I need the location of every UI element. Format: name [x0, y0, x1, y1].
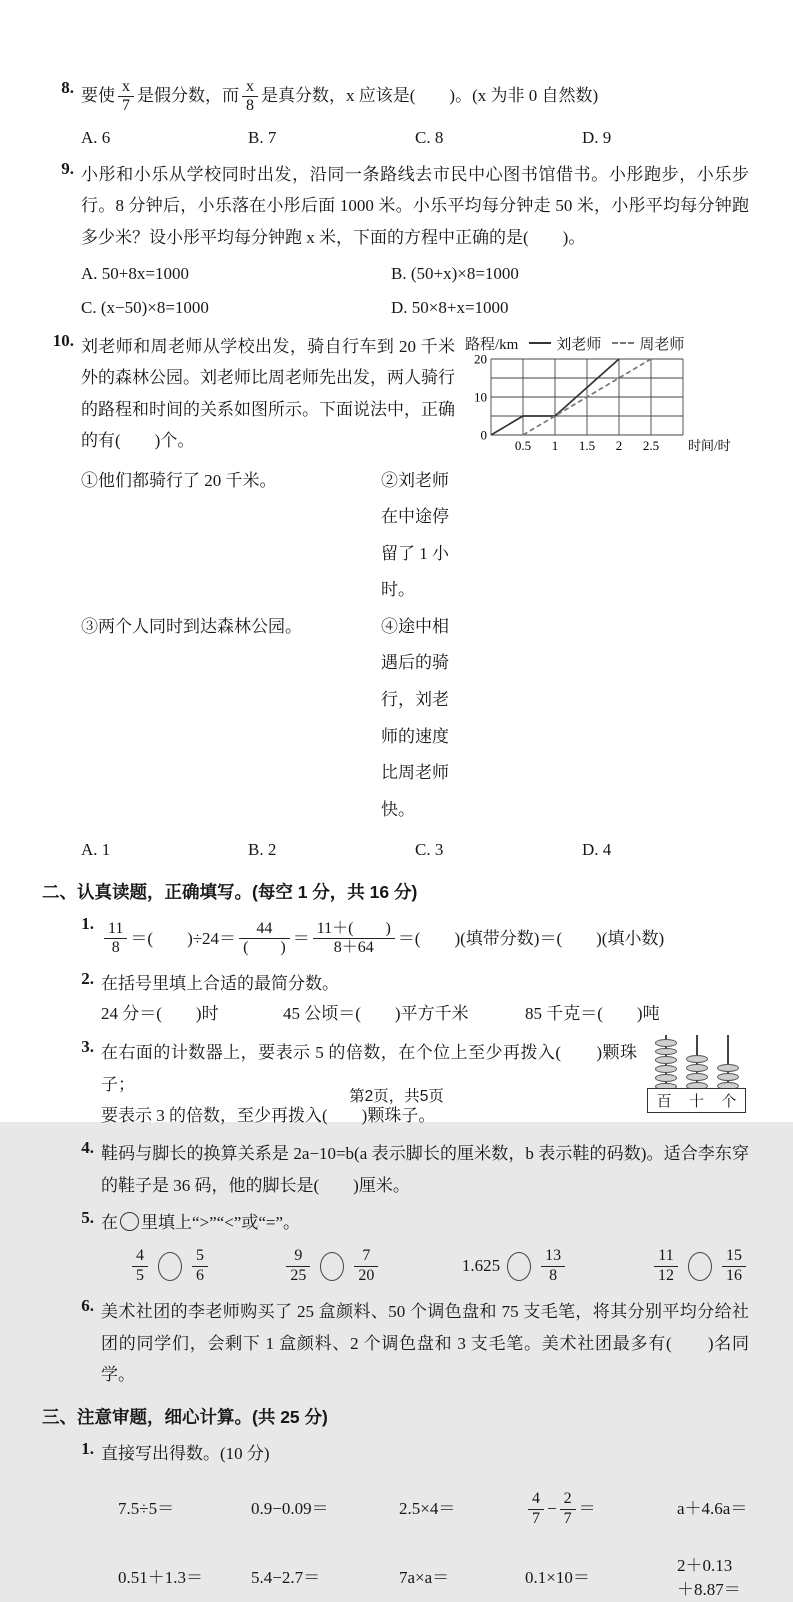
- section2-item-2: [72, 969, 749, 1030]
- abacus-bead: [717, 1073, 739, 1081]
- question-9-options: [81, 257, 749, 325]
- option-d: D. 9: [582, 127, 612, 147]
- item-5-prompt: [101, 1208, 749, 1233]
- item-3-number: 3.: [81, 1037, 94, 1057]
- section-3-title: 三、注意审题，细心计算。(共 25 分): [42, 1407, 328, 1428]
- equation-segment-2: ＝: [292, 928, 310, 948]
- calc-expression: 7a×a＝: [399, 1568, 450, 1588]
- section2-item-6: [72, 1296, 749, 1390]
- question-10-statements: [81, 463, 455, 828]
- equation-segment-3: ＝( )(填带分数)＝( )(填小数): [397, 928, 665, 948]
- option-d: D. 4: [582, 840, 612, 860]
- fraction-x-7: $\frac{x}{7}$: [118, 78, 134, 116]
- option-a: A. 1: [81, 840, 111, 860]
- question-8-number: 8.: [61, 78, 74, 97]
- item-3-line-1: 在右面的计数器上，要表示 5 的倍数，在个位上至少再拨入( )颗珠子；: [101, 1043, 637, 1094]
- option-c: C. 3: [415, 840, 444, 860]
- question-10-stem: 刘老师和周老师从学校出发，骑自行车到 20 千米外的森林公园。刘老师比周老师先出发，两人骑行的路程和时间的关系如图所示。下面说法中，正确的有( )个。: [81, 336, 455, 451]
- question-8: [42, 78, 749, 153]
- question-9-number: 9.: [61, 158, 74, 178]
- y-tick-label: 10: [474, 389, 487, 405]
- question-9-stem: 小彤和小乐从学校同时出发，沿同一条路线去市民中心图书馆借书。小彤跑步，小乐步行。8 分钟后，小乐落在小彤后面 1000 米。小乐平均每分钟走 50 米，小彤平均每分钟跑多少米？设小彤平均每分钟跑 x 米，下面的方程中正确的是( )。: [81, 164, 749, 247]
- item-3-line-2: 要表示 3 的倍数，至少再拨入( )颗珠子。: [101, 1106, 436, 1126]
- x-axis-label: 时间/时: [688, 437, 731, 453]
- item-5-prompt-pre: 在: [101, 1213, 118, 1233]
- option-b: B. 7: [248, 127, 277, 147]
- item-4-number: 4.: [81, 1138, 94, 1158]
- question-10-number: 10.: [52, 330, 74, 350]
- x-tick-label: 2: [615, 437, 623, 453]
- question-10-body: [81, 331, 749, 865]
- calc-expression: 2＋0.13＋8.87＝: [677, 1556, 741, 1600]
- item-4-text: 鞋码与脚长的换算关系是 2a−10=b(a 表示脚长的厘米数，b 表示鞋的码数)。适合李东穿的鞋子是 36 码，他的脚长是( )厘米。: [101, 1144, 749, 1195]
- chart-legend: [465, 333, 749, 354]
- item-5-prompt-post: 里填上“>”“<”或“=”。: [141, 1213, 301, 1233]
- abacus-bead: [686, 1064, 708, 1072]
- abacus-label-tens: 十: [688, 1094, 704, 1111]
- abacus-bead: [686, 1055, 708, 1063]
- legend-zhou-laoshi: 周老师: [639, 336, 685, 353]
- x-tick-label: 2.5: [642, 437, 660, 453]
- option-c: C. 8: [415, 127, 444, 147]
- y-tick-label: 0: [480, 427, 487, 443]
- calc-expression: 0.1×10＝: [525, 1568, 590, 1588]
- conversion-kilograms: 85 千克＝( )吨: [525, 1003, 660, 1023]
- item-5-number: 5.: [81, 1208, 94, 1228]
- fraction-2-7: $\frac{2}{7}$: [560, 1490, 576, 1528]
- question-8-body: [81, 78, 749, 153]
- conversion-hectares: 45 公顷＝( )平方千米: [283, 1003, 469, 1023]
- fraction-x-8: $\frac{x}{8}$: [242, 78, 258, 116]
- fraction-equation: [101, 914, 749, 962]
- q8-text-post: 是真分数，x 应该是( )。(x 为非 0 自然数): [261, 85, 599, 105]
- unit-conversions: [101, 998, 749, 1030]
- equation-segment-1: ＝( )÷24＝: [130, 928, 237, 948]
- statement-2: ②刘老师在中途停留了 1 小时。: [381, 470, 449, 600]
- abacus-rod-tens: [685, 1038, 709, 1090]
- fraction-4-7: $\frac{4}{7}$: [528, 1490, 544, 1528]
- line-chart: [465, 351, 749, 456]
- calc-expression: a＋4.6a＝: [677, 1499, 748, 1519]
- option-a: A. 50+8x=1000: [81, 263, 189, 283]
- fraction-11-12: $\frac{11}{12}$: [654, 1247, 678, 1285]
- abacus-rod-ones: [716, 1038, 740, 1090]
- abacus-bead: [655, 1039, 677, 1047]
- abacus-bead: [655, 1074, 677, 1082]
- fraction-11-8: $\frac{11}{8}$: [104, 920, 127, 958]
- abacus-label-hundreds: 百: [656, 1094, 672, 1111]
- abacus-bead: [717, 1064, 739, 1072]
- option-b: B. 2: [248, 840, 277, 860]
- question-8-stem: [81, 78, 749, 116]
- sub-item-number: 1.: [81, 1439, 94, 1459]
- option-d: D. 50×8+x=1000: [391, 297, 509, 317]
- decimal-1-625: 1.625: [461, 1256, 501, 1276]
- comparison-2: [283, 1247, 462, 1285]
- comparison-4: [651, 1247, 749, 1285]
- section2-item-1: [72, 914, 749, 962]
- x-tick-label: 0.5: [514, 437, 532, 453]
- fraction-9-25: $\frac{9}{25}$: [286, 1247, 310, 1285]
- section2-item-5: [72, 1208, 749, 1289]
- calc-expression: 0.51＋1.3＝: [118, 1568, 203, 1588]
- statement-1: ①他们都骑行了 20 千米。: [81, 470, 277, 490]
- route-time-chart: [465, 333, 749, 461]
- y-tick-label: 20: [474, 351, 487, 367]
- compare-circle: [158, 1252, 182, 1281]
- abacus-rod-hundreds: [654, 1038, 678, 1090]
- option-b: B. (50+x)×8=1000: [391, 263, 519, 283]
- fraction-4-5: $\frac{4}{5}$: [132, 1247, 148, 1285]
- fraction-13-8: $\frac{13}{8}$: [541, 1247, 565, 1285]
- calc-expression-fraction: [525, 1490, 677, 1528]
- circle-icon: [120, 1212, 139, 1231]
- section3-item-1: [72, 1439, 749, 1464]
- solid-line-swatch: [529, 342, 551, 344]
- equals-sign: ＝: [578, 1499, 596, 1519]
- question-10-options: [81, 836, 749, 865]
- abacus-label-ones: 个: [721, 1094, 737, 1111]
- comparison-3: [462, 1247, 651, 1285]
- option-a: A. 6: [81, 127, 111, 147]
- page-footer: 第2页，共5页: [349, 1088, 444, 1105]
- fraction-5-6: $\frac{5}{6}$: [192, 1247, 208, 1285]
- statement-4: ④途中相遇后的骑行，刘老师的速度比周老师快。: [381, 616, 449, 819]
- question-10: [42, 331, 749, 865]
- question-8-options: [81, 124, 749, 153]
- legend-liu-laoshi: 刘老师: [556, 336, 602, 353]
- abacus-bead: [655, 1048, 677, 1056]
- calculation-row-1: [118, 1490, 749, 1528]
- calc-expression: 0.9−0.09＝: [251, 1499, 329, 1519]
- section-2-title: 二、认真读题，正确填写。(每空 1 分，共 16 分): [42, 882, 418, 903]
- item-2-prompt: 在括号里填上合适的最简分数。: [101, 973, 339, 993]
- dashed-line-swatch: [612, 342, 634, 344]
- fraction-44-blank: $\frac{44}{( )}$: [239, 920, 290, 958]
- abacus-bead: [655, 1065, 677, 1073]
- x-tick-label: 1: [551, 437, 559, 453]
- minus-sign: −: [547, 1499, 557, 1519]
- fraction-compound: $\frac{11+( )}{8+64}$: [313, 920, 395, 958]
- option-c: C. (x−50)×8=1000: [81, 297, 209, 317]
- calc-expression: 2.5×4＝: [399, 1499, 456, 1519]
- fraction-15-16: $\frac{15}{16}$: [722, 1247, 746, 1285]
- abacus-bead: [686, 1073, 708, 1081]
- section2-item-4: [72, 1138, 749, 1201]
- abacus-bead: [655, 1056, 677, 1064]
- statement-3: ③两个人同时到达森林公园。: [81, 616, 302, 636]
- item-6-number: 6.: [81, 1296, 94, 1316]
- compare-circle: [320, 1252, 344, 1281]
- item-6-text: 美术社团的李老师购买了 25 盒颜料、50 个调色盘和 75 支毛笔，将其分别平均分给社团的同学们，会剩下 1 盒颜料、2 个调色盘和 3 支毛笔。美术社团最多有( )名同学。: [101, 1302, 749, 1385]
- comparison-row: [129, 1247, 749, 1285]
- item-1-number: 1.: [81, 914, 94, 934]
- compare-circle: [688, 1252, 712, 1281]
- q8-text-pre: 要使: [81, 85, 115, 105]
- question-9-body: [81, 159, 749, 325]
- calc-expression: 5.4−2.7＝: [251, 1568, 321, 1588]
- sub-item-title: 直接写出得数。(10 分): [101, 1444, 270, 1464]
- chart-y-axis-label: 路程/km: [465, 336, 519, 353]
- calc-expression: 7.5÷5＝: [118, 1499, 175, 1519]
- comparison-1: [129, 1247, 283, 1285]
- fraction-7-20: $\frac{7}{20}$: [354, 1247, 378, 1285]
- calculation-row-2: [118, 1554, 749, 1602]
- q8-text-mid: 是假分数，而: [137, 85, 239, 105]
- conversion-minutes: 24 分＝( )时: [101, 1003, 219, 1023]
- compare-circle: [507, 1252, 531, 1281]
- item-2-number: 2.: [81, 968, 94, 988]
- x-tick-label: 1.5: [578, 437, 596, 453]
- question-9: [42, 159, 749, 325]
